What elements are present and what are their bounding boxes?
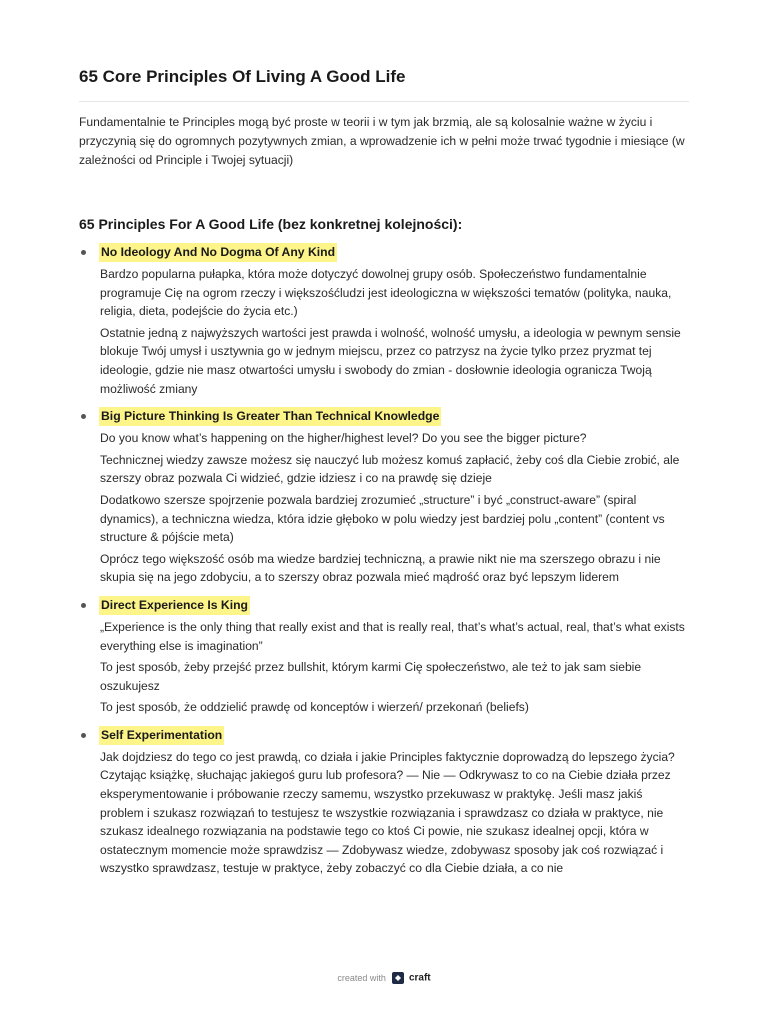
list-item (79, 243, 689, 398)
principle-paragraph: Bardzo popularna pułapka, która może dotyczyć dowolnej grupy osób. Społeczeństwo fundamentalnie programuje Cię na ogrom rzeczy i większośćludzi jest ideologiczna w większości tematów (polityka, nauka, religia, dieta, podejście do życia etc.) (100, 267, 672, 319)
footer (0, 972, 768, 984)
list-item (79, 726, 689, 878)
principle-paragraph: To jest sposób, że oddzielić prawdę od konceptów i wierzeń/ przekonań (beliefs) (100, 700, 529, 715)
document-title: 65 Core Principles Of Living A Good Life (79, 67, 406, 86)
principle-paragraph: Jak dojdziesz do tego co jest prawdą, co działa i jakie Principles faktycznie doprowadzą do lepszego życia? Czytając książkę, słuchając jakiegoś guru lub profesora? — Nie — Odkrywasz to co na Ciebie działa przez eksperymentowanie i próbowanie rzeczy samemu, wszystko przekuwasz w praktykę. Jeśli masz jakiś problem i szukasz rozwiązań to testujesz te wszystkie rozwiązania i sprawdzasz co działa w praktyce, nie szukasz idealnego rozwiązania na podstawie tego co ktoś Ci powie, nie szukasz idealnej opcji, która w ostatecznym momencie może sprawdzisz — Zdobywasz wiedze, zdobywasz sposoby jak coś rozwiązać i wszystko sprawdzasz, testuje w praktyce, żeby zobaczyć co dla Ciebie działa, a co nie (100, 749, 675, 876)
bullet-icon (81, 414, 86, 419)
intro-paragraph: Fundamentalnie te Principles mogą być proste w teorii i w tym jak brzmią, ale są kolosalnie ważne w życiu i przyczynią się do ogromnych pozytywnych zmian, a wprowadzenie ich w pełni może trwać tygodnie i miesiące (w zależności od Principle i Twojej sytuacji) (79, 115, 685, 167)
principle-heading: Self Experimentation (99, 726, 224, 745)
bullet-icon (81, 250, 86, 255)
principle-paragraph: To jest sposób, żeby przejść przez bullshit, którym karmi Cię społeczeństwo, ale też to jak sam siebie oszukujesz (100, 660, 642, 693)
bullet-icon (81, 733, 86, 738)
principle-paragraph: „Experience is the only thing that really exist and that is really real, that’s what’s actual, real, that’s what exists everything else is imagination” (100, 619, 685, 653)
principle-heading: Direct Experience Is King (99, 596, 250, 615)
principle-paragraph: Ostatnie jedną z najwyższych wartości jest prawda i wolność, wolność umysłu, a ideologia w pewnym sensie blokuje Twój umysł i usztywnia go w jednym miejscu, przez co patrzysz na życie tylko przez pryzmat tej ideologie, gdzie nie masz otwartości umysłu i swobody do zmian - dosłownie ideologia ogranicza Twoją możliwość zmiany (100, 325, 681, 396)
principle-heading: No Ideology And No Dogma Of Any Kind (99, 243, 337, 262)
principle-heading: Big Picture Thinking Is Greater Than Technical Knowledge (99, 407, 441, 426)
principle-paragraph: Technicznej wiedzy zawsze możesz się nauczyć lub możesz komuś zapłacić, żeby coś dla Ciebie zrobić, ale szerszy obraz pozwala Ci widzieć, gdzie idziesz i co na prawdę się dzieje (100, 452, 680, 486)
footer-brand: craft (408, 972, 431, 984)
footer-made-with: created with (337, 973, 386, 983)
list-item (79, 596, 689, 717)
bullet-icon (81, 603, 86, 608)
section-heading: 65 Principles For A Good Life (bez konkretnej kolejności): (79, 216, 463, 232)
craft-logo-icon (392, 972, 404, 984)
principles-list (79, 243, 689, 887)
list-item (79, 407, 689, 587)
principle-paragraph: Do you know what’s happening on the higher/highest level? Do you see the bigger picture? (100, 431, 587, 446)
principle-paragraph: Dodatkowo szersze spojrzenie pozwala bardziej zrozumieć „structure” i być „construct-aware” (spiral dynamics), a techniczna wiedza, która idzie głęboko w polu wiedzy jest bardziej polu „content” (content vs structure & pójście meta) (100, 492, 665, 545)
principle-paragraph: Oprócz tego większość osób ma wiedze bardziej techniczną, a prawie nikt nie ma szerszego obrazu i nie skupia się na jego zdobyciu, a to szerszy obraz pozwala mieć mądrość oraz być lepszym liderem (100, 551, 661, 585)
title-divider (79, 101, 689, 102)
